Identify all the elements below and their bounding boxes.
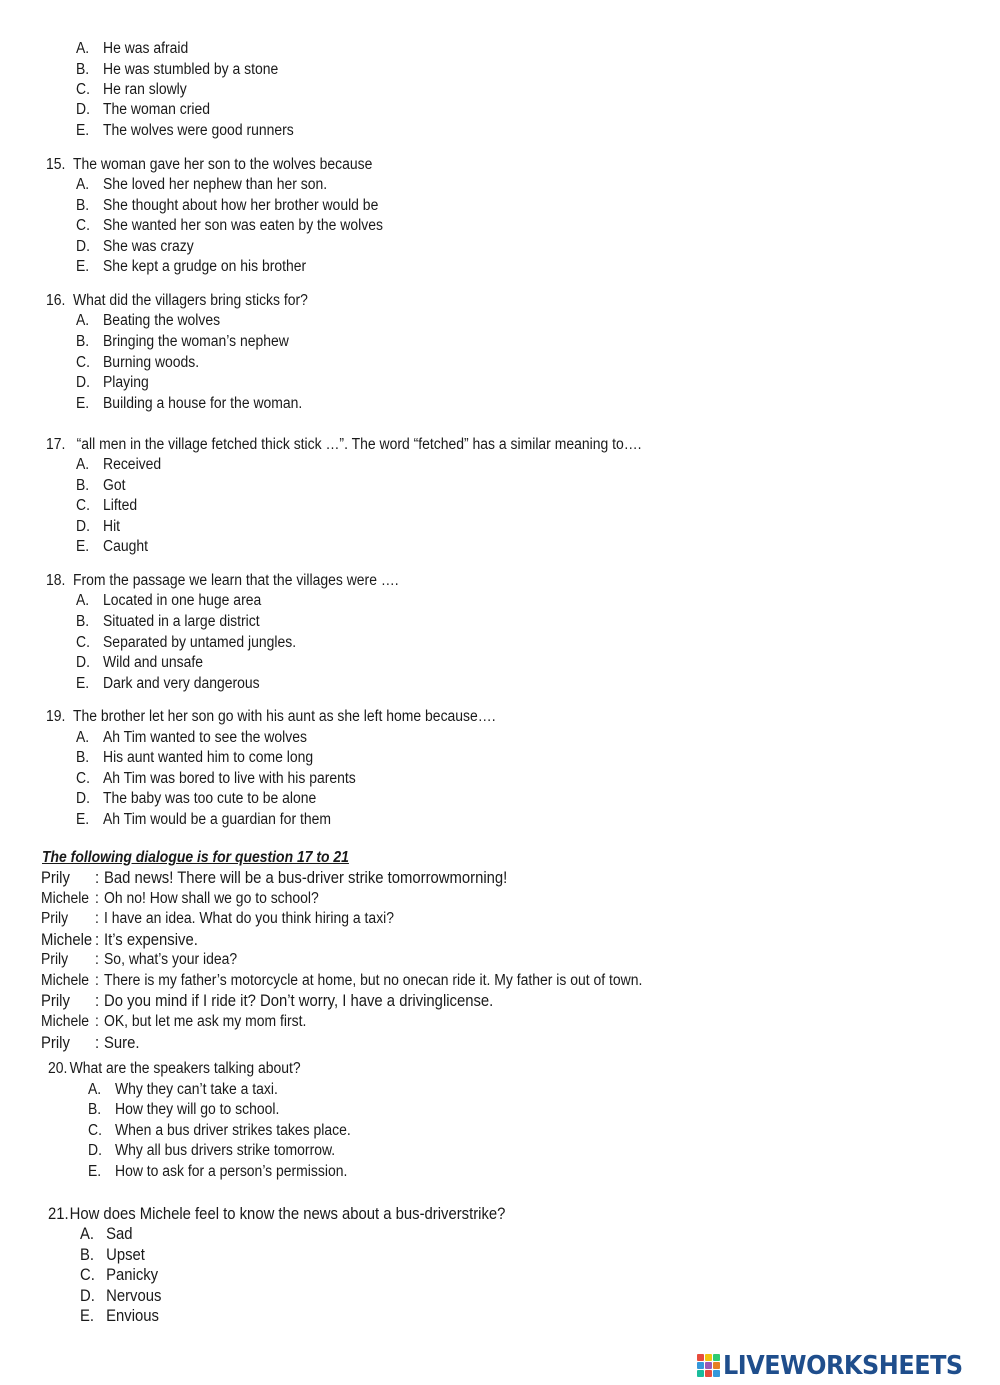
question-15: 15. The woman gave her son to the wolves because <box>46 156 373 173</box>
option-q18-c[interactable]: C. Separated by untamed jungles. <box>76 634 297 651</box>
option-q17-c[interactable]: C. Lifted <box>76 497 138 514</box>
option-q18-e[interactable]: E. Dark and very dangerous <box>76 675 260 692</box>
option-q16-a[interactable]: A. Beating the wolves <box>76 312 221 329</box>
option-q20-b[interactable]: B. How they will go to school. <box>88 1101 280 1118</box>
option-q19-e[interactable]: E. Ah Tim would be a guardian for them <box>76 811 331 828</box>
dialogue-line: Michele : OK, but let me ask my mom first. <box>41 1013 307 1030</box>
option-q14-e[interactable]: E. The wolves were good runners <box>76 122 294 139</box>
option-q14-d[interactable]: D. The woman cried <box>76 101 211 118</box>
question-20: 20. What are the speakers talking about? <box>48 1060 301 1077</box>
option-q15-e[interactable]: E. She kept a grudge on his brother <box>76 258 307 275</box>
option-q17-a[interactable]: A. Received <box>76 456 162 473</box>
option-q15-c[interactable]: C. She wanted her son was eaten by the wolves <box>76 217 383 234</box>
question-18: 18. From the passage we learn that the villages were …. <box>46 572 399 589</box>
option-q17-b[interactable]: B. Got <box>76 477 126 494</box>
question-17: 17. “all men in the village fetched thick stick …”. The word “fetched” has a similar meaning to…. <box>46 436 642 453</box>
option-q21-b[interactable]: B. Upset <box>80 1246 145 1264</box>
dialogue-line: Prily : So, what’s your idea? <box>41 951 238 968</box>
option-q21-d[interactable]: D. Nervous <box>80 1287 162 1305</box>
option-q16-e[interactable]: E. Building a house for the woman. <box>76 395 303 412</box>
option-q18-a[interactable]: A. Located in one huge area <box>76 592 262 609</box>
question-16: 16. What did the villagers bring sticks for? <box>46 292 308 309</box>
option-q21-a[interactable]: A. Sad <box>80 1225 133 1243</box>
liveworksheets-logo-icon <box>697 1354 721 1378</box>
option-q14-c[interactable]: C. He ran slowly <box>76 81 187 98</box>
option-q17-d[interactable]: D. Hit <box>76 518 121 535</box>
dialogue-line: Michele : There is my father’s motorcycle at home, but no onecan ride it. My father is out of town. <box>41 972 643 989</box>
option-q21-c[interactable]: C. Panicky <box>80 1266 159 1284</box>
option-q15-a[interactable]: A. She loved her nephew than her son. <box>76 176 328 193</box>
dialogue-line: Prily : I have an idea. What do you think hiring a taxi? <box>41 910 395 927</box>
option-q20-c[interactable]: C. When a bus driver strikes takes place. <box>88 1122 351 1139</box>
option-q20-d[interactable]: D. Why all bus drivers strike tomorrow. <box>88 1142 336 1159</box>
dialogue-line: Prily : Sure. <box>41 1034 140 1052</box>
liveworksheets-logo[interactable] <box>697 1351 984 1381</box>
option-q19-b[interactable]: B. His aunt wanted him to come long <box>76 749 314 766</box>
option-q18-d[interactable]: D. Wild and unsafe <box>76 654 204 671</box>
option-q14-a[interactable]: A. He was afraid <box>76 40 189 57</box>
option-q15-b[interactable]: B. She thought about how her brother would be <box>76 197 379 214</box>
option-q14-b[interactable]: B. He was stumbled by a stone <box>76 61 279 78</box>
option-q19-d[interactable]: D. The baby was too cute to be alone <box>76 790 317 807</box>
dialogue-heading: The following dialogue is for question 17 to 21 <box>42 849 349 866</box>
option-q17-e[interactable]: E. Caught <box>76 538 148 555</box>
option-q21-e[interactable]: E. Envious <box>80 1307 159 1325</box>
option-q16-d[interactable]: D. Playing <box>76 374 149 391</box>
question-21: 21.How does Michele feel to know the news about a bus-driverstrike? <box>48 1205 506 1223</box>
question-19: 19. The brother let her son go with his aunt as she left home because…. <box>46 708 496 725</box>
option-q19-c[interactable]: C. Ah Tim was bored to live with his parents <box>76 770 356 787</box>
option-q20-a[interactable]: A. Why they can’t take a taxi. <box>88 1081 278 1098</box>
option-q16-b[interactable]: B. Bringing the woman’s nephew <box>76 333 289 350</box>
option-q16-c[interactable]: C. Burning woods. <box>76 354 200 371</box>
liveworksheets-logo-text: LIVEWORKSHEETS <box>723 1351 963 1381</box>
option-q18-b[interactable]: B. Situated in a large district <box>76 613 260 630</box>
option-q20-e[interactable]: E. How to ask for a person’s permission. <box>88 1163 348 1180</box>
option-q15-d[interactable]: D. She was crazy <box>76 238 194 255</box>
dialogue-line: Prily : Bad news! There will be a bus-driver strike tomorrowmorning! <box>41 869 508 887</box>
dialogue-line: Michele : Oh no! How shall we go to school? <box>41 890 319 907</box>
dialogue-line: Prily : Do you mind if I ride it? Don’t worry, I have a drivinglicense. <box>41 992 494 1010</box>
option-q19-a[interactable]: A. Ah Tim wanted to see the wolves <box>76 729 307 746</box>
dialogue-line: Michele : It’s expensive. <box>41 931 198 949</box>
